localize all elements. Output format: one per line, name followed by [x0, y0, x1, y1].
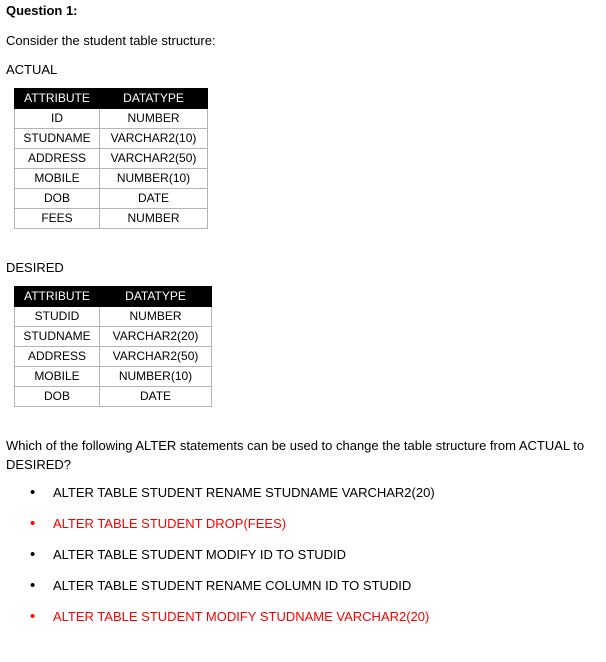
column-header-attribute: ATTRIBUTE: [15, 89, 100, 109]
datatype-cell: VARCHAR2(50): [100, 347, 212, 367]
actual-label: ACTUAL: [6, 62, 58, 77]
table-row: [15, 209, 208, 229]
table-row: [15, 129, 208, 149]
table-row: [15, 307, 212, 327]
attribute-cell: STUDNAME: [15, 327, 100, 347]
attribute-cell: DOB: [15, 387, 100, 407]
option-text: ALTER TABLE STUDENT RENAME STUDNAME VARCHAR2(20): [53, 485, 435, 500]
actual-structure-table: [14, 88, 208, 229]
table-row: [15, 387, 212, 407]
option-text: ALTER TABLE STUDENT DROP(FEES): [53, 516, 287, 531]
table-row: [15, 109, 208, 129]
bullet-icon: •: [30, 484, 36, 501]
column-header-datatype: DATATYPE: [100, 287, 212, 307]
datatype-cell: NUMBER: [100, 307, 212, 327]
datatype-cell: NUMBER(10): [100, 169, 208, 189]
datatype-cell: DATE: [100, 189, 208, 209]
desired-label: DESIRED: [6, 260, 64, 275]
bullet-icon: •: [30, 608, 36, 625]
table-row: [15, 367, 212, 387]
attribute-cell: ADDRESS: [15, 347, 100, 367]
answer-options-list: [30, 480, 590, 635]
option-text: ALTER TABLE STUDENT MODIFY STUDNAME VARCHAR2(20): [53, 609, 430, 624]
table-header-row: [15, 89, 208, 109]
option-item[interactable]: [30, 480, 590, 511]
attribute-cell: ID: [15, 109, 100, 129]
bullet-icon: •: [30, 546, 36, 563]
attribute-cell: STUDNAME: [15, 129, 100, 149]
table-row: [15, 149, 208, 169]
datatype-cell: NUMBER(10): [100, 367, 212, 387]
datatype-cell: NUMBER: [100, 209, 208, 229]
question-title: Question 1:: [6, 3, 78, 18]
attribute-cell: FEES: [15, 209, 100, 229]
bullet-icon: •: [30, 515, 36, 532]
option-text: ALTER TABLE STUDENT MODIFY ID TO STUDID: [53, 547, 347, 562]
table-row: [15, 189, 208, 209]
intro-text: Consider the student table structure:: [6, 33, 216, 48]
column-header-attribute: ATTRIBUTE: [15, 287, 100, 307]
datatype-cell: VARCHAR2(10): [100, 129, 208, 149]
column-header-datatype: DATATYPE: [100, 89, 208, 109]
table-row: [15, 327, 212, 347]
attribute-cell: MOBILE: [15, 367, 100, 387]
datatype-cell: VARCHAR2(50): [100, 149, 208, 169]
option-text: ALTER TABLE STUDENT RENAME COLUMN ID TO STUDID: [53, 578, 412, 593]
bullet-icon: •: [30, 577, 36, 594]
attribute-cell: STUDID: [15, 307, 100, 327]
question-text: Which of the following ALTER statements can be used to change the table structure from ACTUAL to DESIRED?: [6, 438, 585, 472]
attribute-cell: MOBILE: [15, 169, 100, 189]
option-item[interactable]: [30, 604, 590, 635]
attribute-cell: ADDRESS: [15, 149, 100, 169]
option-item[interactable]: [30, 573, 590, 604]
datatype-cell: DATE: [100, 387, 212, 407]
option-item[interactable]: [30, 542, 590, 573]
table-row: [15, 347, 212, 367]
table-row: [15, 169, 208, 189]
option-item[interactable]: [30, 511, 590, 542]
desired-structure-table: [14, 286, 212, 407]
datatype-cell: VARCHAR2(20): [100, 327, 212, 347]
table-header-row: [15, 287, 212, 307]
attribute-cell: DOB: [15, 189, 100, 209]
datatype-cell: NUMBER: [100, 109, 208, 129]
